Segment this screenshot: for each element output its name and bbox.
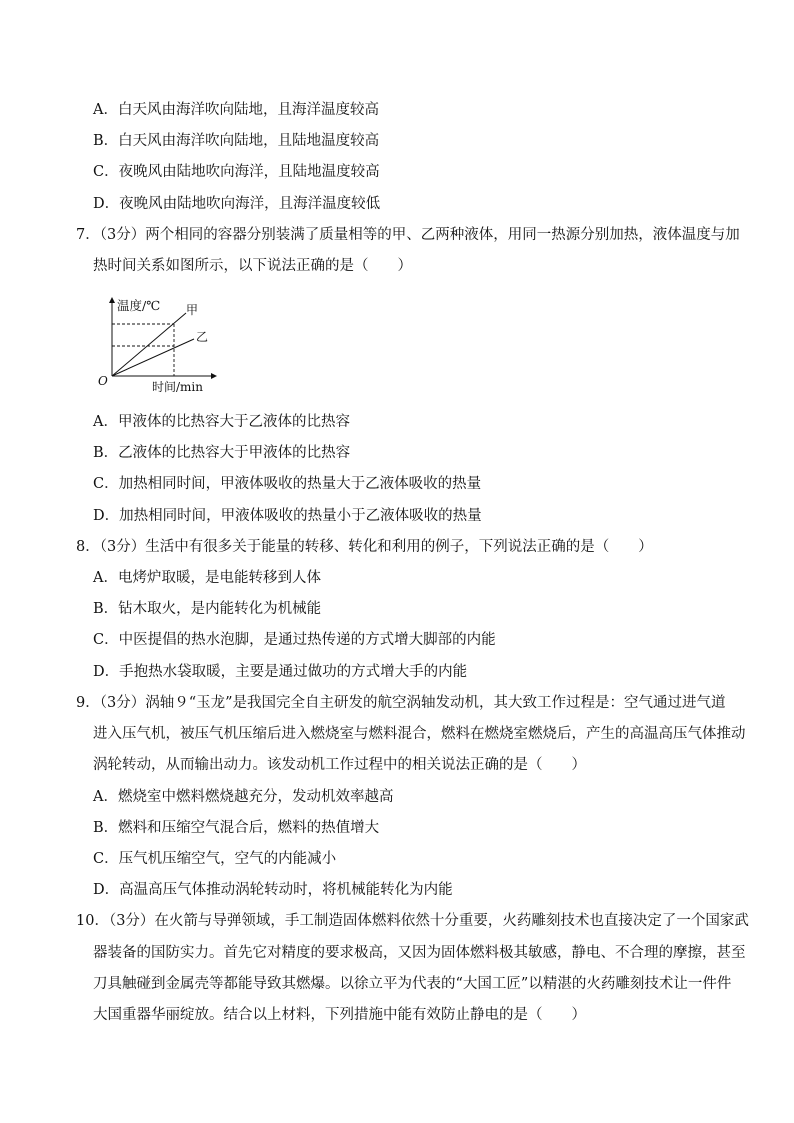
series-jia-line (112, 313, 186, 376)
temperature-time-graph (90, 294, 220, 398)
q6-option-c: C．夜晚风由陆地吹向海洋，且陆地温度较高 (93, 164, 380, 180)
q7-option-c: C．加热相同时间，甲液体吸收的热量大于乙液体吸收的热量 (93, 476, 482, 492)
series-yi-line (112, 339, 194, 376)
series-yi-label: 乙 (196, 330, 209, 344)
origin-label: O (98, 374, 108, 388)
q9-option-c: C．压气机压缩空气，空气的内能减小 (93, 851, 337, 867)
q8-option-b: B．钻木取火，是内能转化为机械能 (93, 601, 322, 617)
q7-option-b: B．乙液体的比热容大于甲液体的比热容 (93, 445, 351, 461)
q9-stem-line-3: 涡轮转动，从而输出动力。该发动机工作过程中的相关说法正确的是（ ） (93, 757, 586, 773)
q6-option-b: B．白天风由海洋吹向陆地，且陆地温度较高 (93, 133, 380, 149)
q7-option-d: D．加热相同时间，甲液体吸收的热量小于乙液体吸收的热量 (93, 508, 482, 524)
q9-stem-line-1: 9．（3分）涡轴９“玉龙”是我国完全自主研发的航空涡轴发动机，其大致工作过程是：空气通过进气道 (76, 695, 726, 711)
q9-option-a: A．燃烧室中燃料燃烧越充分，发动机效率越高 (93, 789, 394, 805)
q8-option-c: C．中医提倡的热水泡脚，是通过热传递的方式增大脚部的内能 (93, 632, 496, 648)
series-jia-label: 甲 (186, 303, 199, 317)
q7-option-a: A．甲液体的比热容大于乙液体的比热容 (93, 414, 350, 430)
q8-stem-line-1: 8．（3分）生活中有很多关于能量的转移、转化和利用的例子，下列说法正确的是（ ） (76, 539, 653, 555)
q10-stem-line-2: 器装备的国防实力。首先它对精度的要求极高，又因为固体燃料极其敏感，静电、不合理的摩擦，甚至 (93, 945, 746, 961)
y-axis-label: 温度/℃ (117, 298, 161, 313)
q10-stem-line-4: 大国重器华丽绽放。结合以上材料，下列措施中能有效防止静电的是（ ） (93, 1007, 586, 1023)
q7-stem-line-1: 7．（3分）两个相同的容器分别装满了质量相等的甲、乙两种液体，用同一热源分别加热，液体温度与加 (76, 227, 740, 243)
q7-stem-line-2: 热时间关系如图所示，以下说法正确的是（ ） (93, 258, 412, 274)
q10-stem-line-3: 刀具触碰到金属壳等都能导致其燃爆。以徐立平为代表的“大国工匠”以精湛的火药雕刻技术让一件件 (93, 976, 732, 992)
q9-stem-line-2: 进入压气机，被压气机压缩后进入燃烧室与燃料混合，燃料在燃烧室燃烧后，产生的高温高压气体推动 (93, 726, 746, 742)
q9-option-d: D．高温高压气体推动涡轮转动时，将机械能转化为内能 (93, 882, 453, 898)
q6-option-d: D．夜晚风由陆地吹向海洋，且海洋温度较低 (93, 196, 381, 212)
q8-option-d: D．手抱热水袋取暖，主要是通过做功的方式增大手的内能 (93, 664, 468, 680)
q9-option-b: B．燃料和压缩空气混合后，燃料的热值增大 (93, 820, 380, 836)
q10-stem-line-1: 10．（3分）在火箭与导弹领域，手工制造固体燃料依然十分重要，火药雕刻技术也直接决定了一个国家武 (76, 913, 749, 929)
x-axis-label: 时间/min (152, 380, 203, 394)
q8-option-a: A．电烤炉取暖，是电能转移到人体 (93, 570, 321, 586)
q6-option-a: A．白天风由海洋吹向陆地，且海洋温度较高 (93, 102, 379, 118)
